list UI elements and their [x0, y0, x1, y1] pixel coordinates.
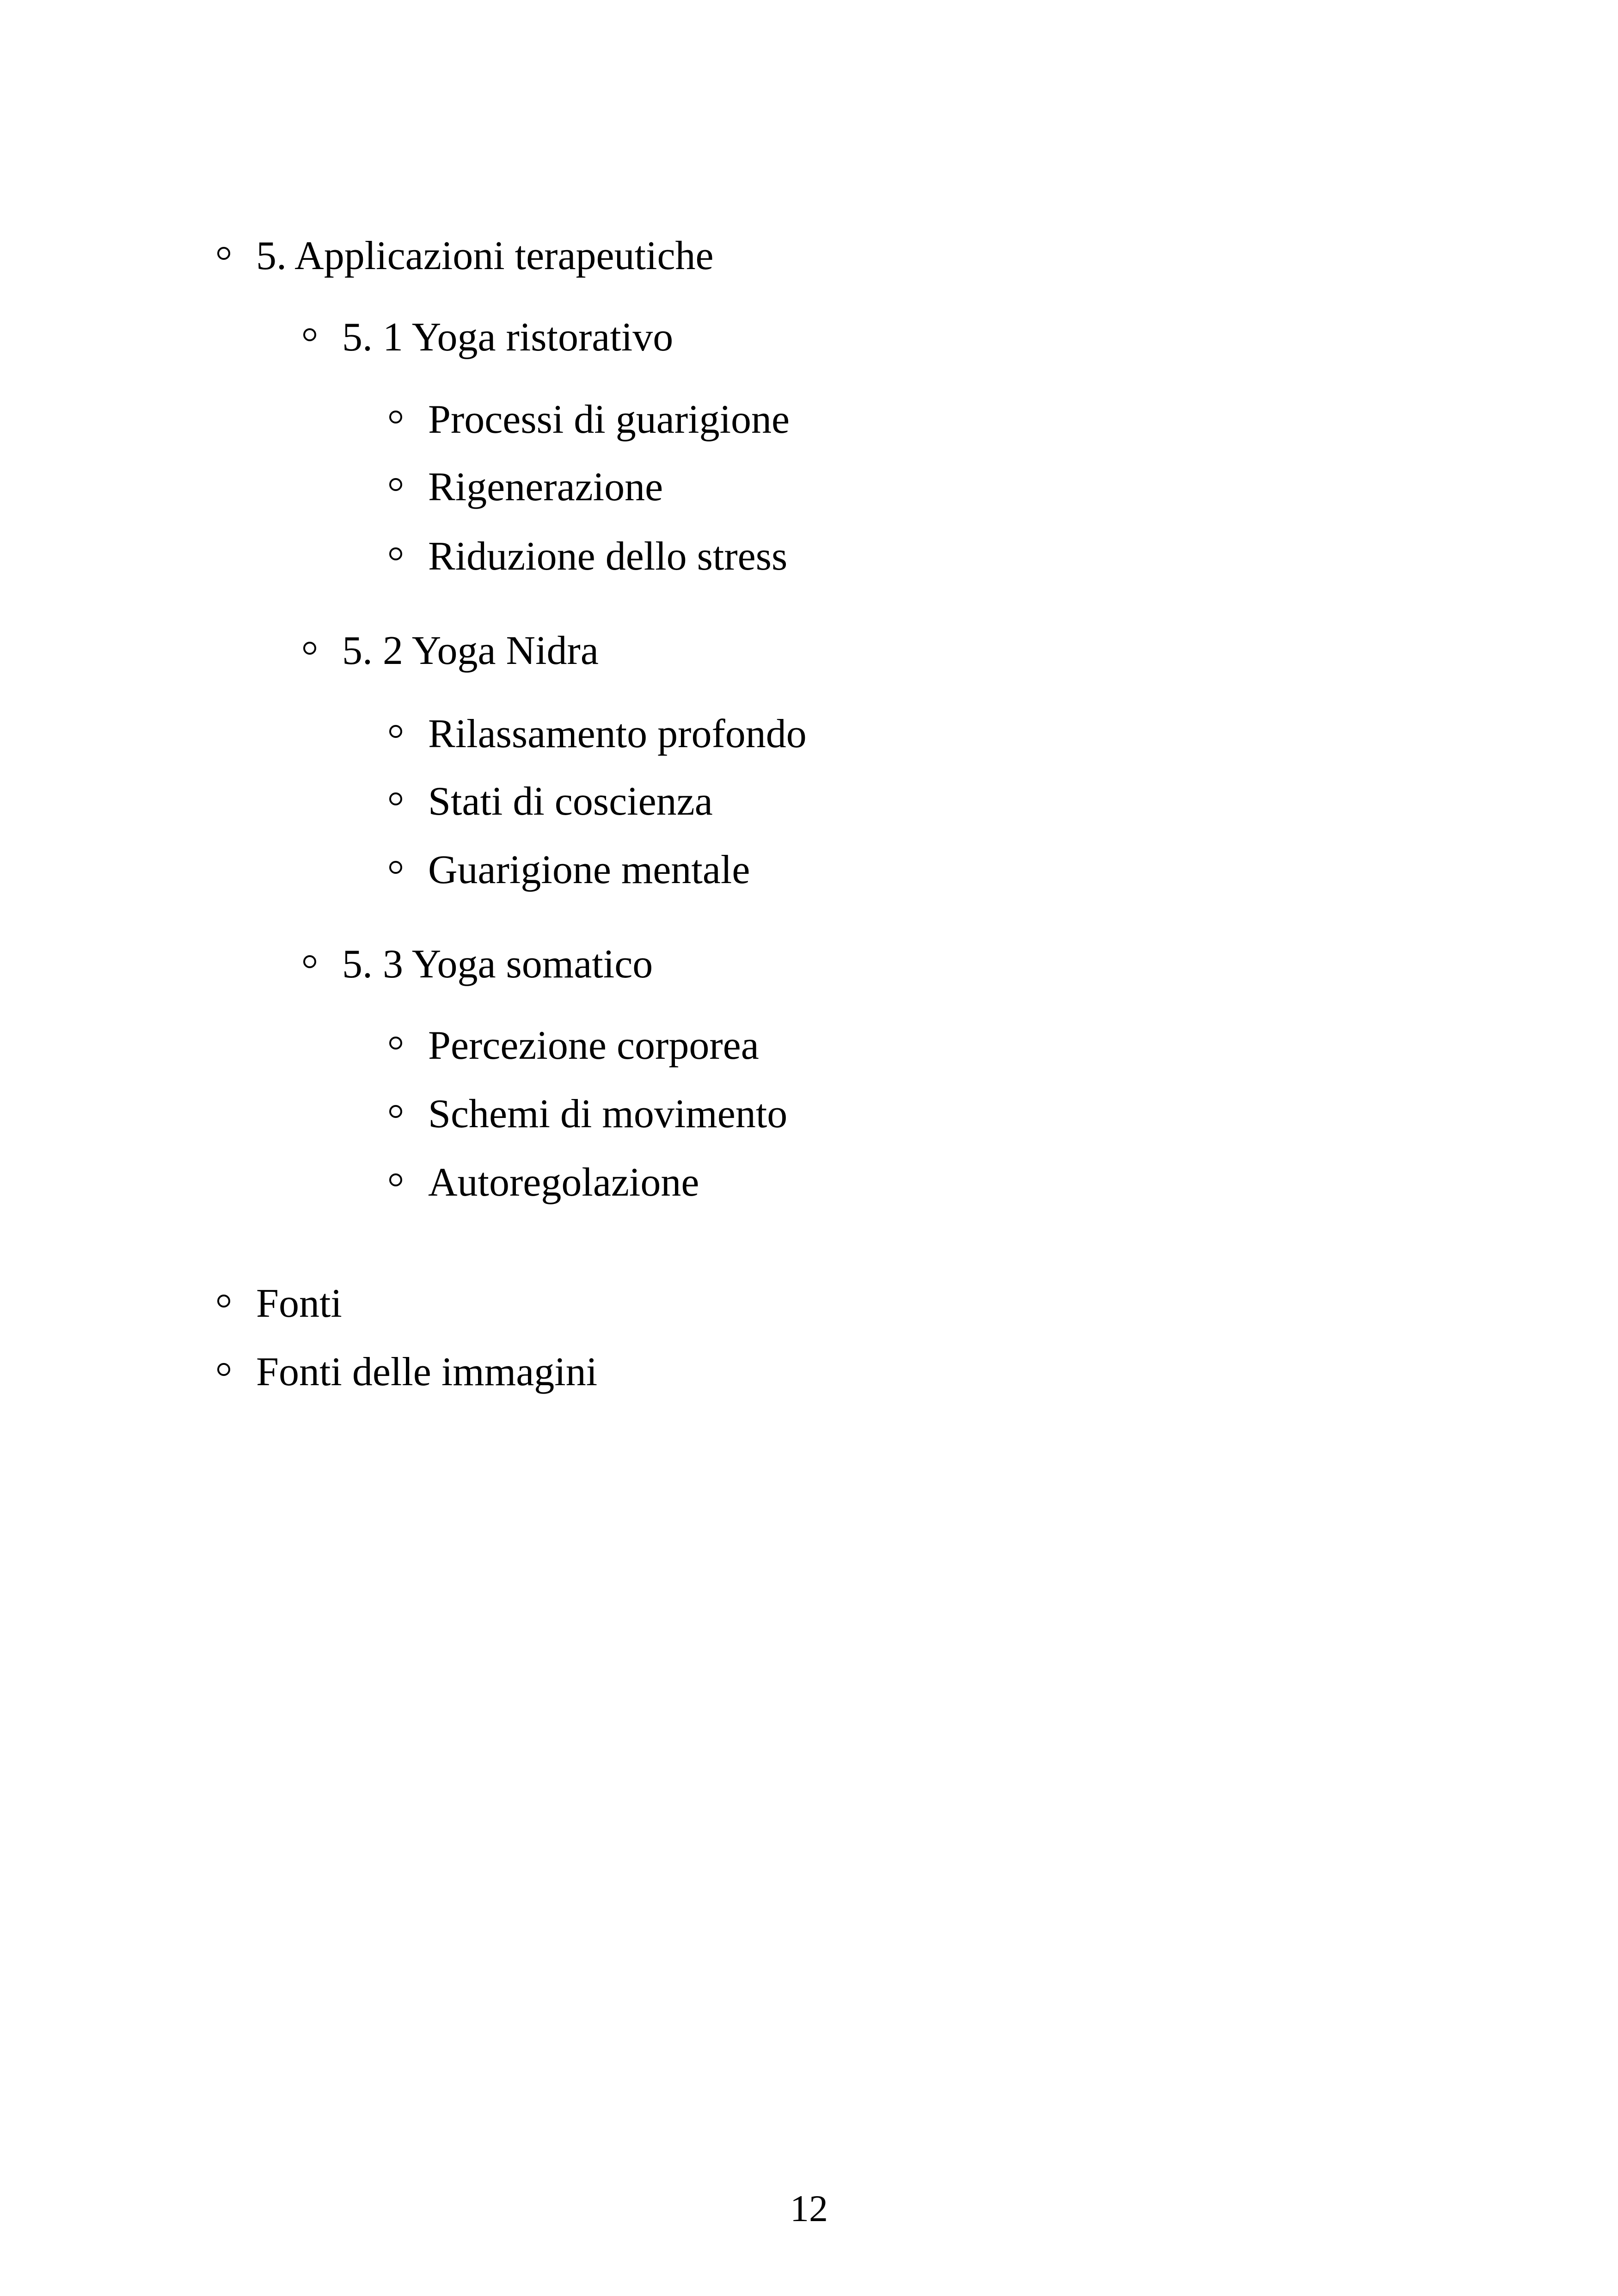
outline-item-label: Percezione corporea: [428, 1023, 759, 1068]
outline-item-label: Stati di coscienza: [428, 779, 713, 824]
outline-item-schemi-di-movimento: [389, 1094, 787, 1135]
circle-bullet-icon: [389, 1105, 402, 1118]
outline-item-label: Fonti: [256, 1281, 342, 1326]
circle-bullet-icon: [389, 861, 402, 874]
outline-item-yoga-nidra: [303, 628, 599, 673]
outline-item-autoregolazione: [389, 1162, 699, 1203]
circle-bullet-icon: [389, 792, 402, 805]
outline-item-label: Schemi di movimento: [428, 1092, 788, 1136]
circle-bullet-icon: [389, 1173, 402, 1186]
outline-item-label: 5. 3 Yoga somatico: [342, 942, 653, 987]
circle-bullet-icon: [217, 247, 230, 260]
outline-item-label: Processi di guarigione: [428, 397, 790, 442]
circle-bullet-icon: [303, 328, 316, 341]
outline-item-label: Rilassamento profondo: [428, 712, 807, 756]
outline-item-yoga-somatico: [303, 944, 653, 985]
circle-bullet-icon: [389, 411, 402, 424]
outline-item-label: 5. 1 Yoga ristorativo: [342, 315, 674, 360]
circle-bullet-icon: [303, 955, 316, 968]
circle-bullet-icon: [389, 547, 402, 560]
outline-item-yoga-ristorativo: [303, 317, 673, 358]
outline-item-label: Fonti delle immagini: [256, 1350, 598, 1394]
outline-item-label: 5. Applicazioni terapeutiche: [256, 233, 714, 278]
outline-item-label: 5. 2 Yoga Nidra: [342, 628, 599, 673]
outline-item-rilassamento-profondo: [389, 714, 807, 755]
circle-bullet-icon: [217, 1295, 230, 1308]
circle-bullet-icon: [389, 725, 402, 738]
outline-item-label: Autoregolazione: [428, 1160, 699, 1205]
circle-bullet-icon: [389, 1037, 402, 1050]
outline-item-label: Rigenerazione: [428, 465, 663, 510]
outline-item-percezione-corporea: [389, 1025, 759, 1066]
outline-item-rigenerazione: [389, 467, 663, 508]
outline-item-applicazioni-terapeutiche: [217, 233, 714, 278]
outline-item-label: Riduzione dello stress: [428, 534, 788, 579]
outline-item-guarigione-mentale: [389, 847, 750, 892]
outline-item-fonti-delle-immagini: [217, 1352, 597, 1393]
outline-item-fonti: [217, 1283, 342, 1324]
outline-item-processi-di-guarigione: [389, 399, 790, 440]
outline-item-label: Guarigione mentale: [428, 847, 750, 892]
circle-bullet-icon: [303, 642, 316, 655]
page-number: 12: [790, 2187, 828, 2229]
outline-item-stati-di-coscienza: [389, 781, 713, 822]
circle-bullet-icon: [217, 1363, 230, 1376]
circle-bullet-icon: [389, 478, 402, 491]
outline-item-riduzione-dello-stress: [389, 536, 787, 577]
